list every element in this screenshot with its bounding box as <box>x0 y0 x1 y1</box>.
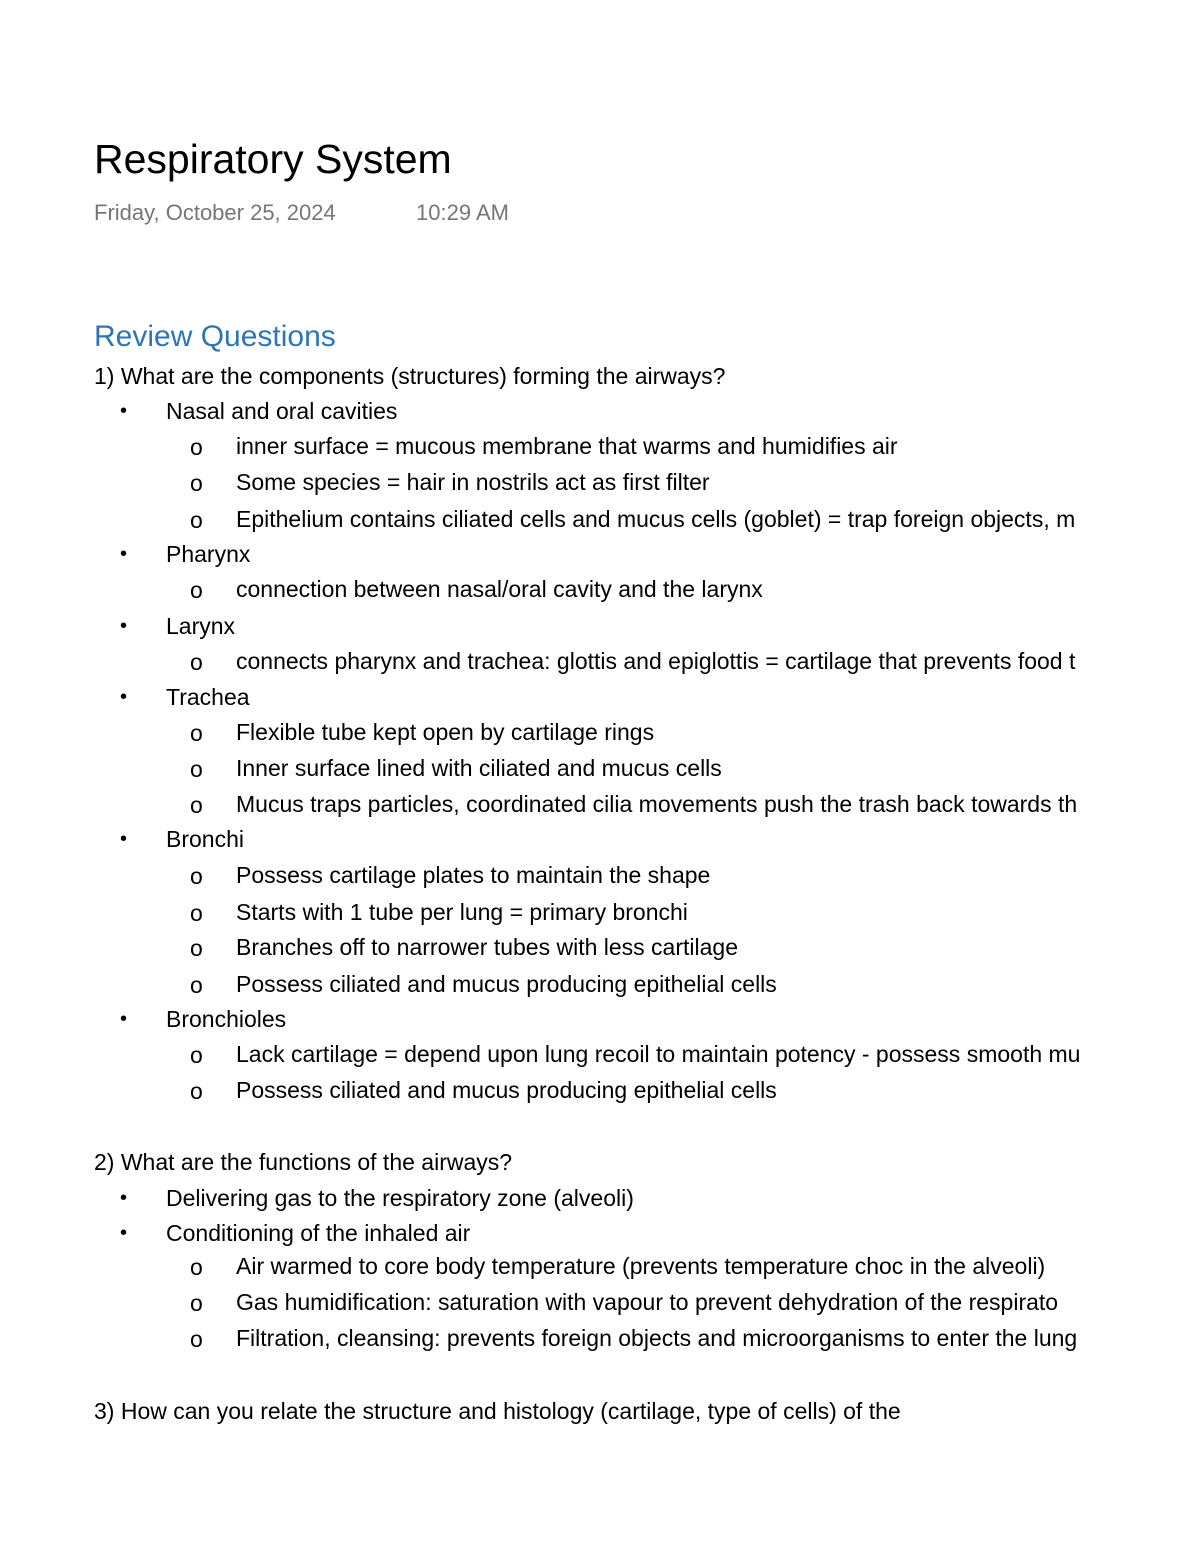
bullet-marker: • <box>120 1187 128 1209</box>
page-bottom-margin <box>0 1438 1200 1553</box>
question-2: 2) What are the functions of the airways? <box>94 1149 513 1175</box>
question-1: 1) What are the components (structures) forming the airways? <box>94 363 726 389</box>
sub-list-item: Flexible tube kept open by cartilage rings <box>236 719 655 745</box>
sub-bullet-marker: o <box>190 1078 203 1104</box>
sub-bullet-marker: o <box>190 1042 203 1068</box>
bullet-marker: • <box>120 543 128 565</box>
list-item: Bronchi <box>166 826 244 852</box>
bullet-marker: • <box>120 828 128 850</box>
sub-bullet-marker: o <box>190 1290 203 1316</box>
bullet-marker: • <box>120 1222 128 1244</box>
sub-list-item: Starts with 1 tube per lung = primary bronchi <box>236 899 688 925</box>
list-item: Larynx <box>166 613 236 639</box>
list-item: Pharynx <box>166 541 251 567</box>
sub-bullet-marker: o <box>190 863 203 889</box>
list-item: Trachea <box>166 684 250 710</box>
sub-bullet-marker: o <box>190 577 203 603</box>
sub-list-item: Filtration, cleansing: prevents foreign objects and microorganisms to enter the lung <box>236 1325 1078 1351</box>
sub-list-item: Inner surface lined with ciliated and mucus cells <box>236 755 722 781</box>
sub-list-item: Lack cartilage = depend upon lung recoil to maintain potency - possess smooth mu <box>236 1041 1081 1067</box>
sub-list-item: connects pharynx and trachea: glottis and epiglottis = cartilage that prevents food t <box>236 648 1076 674</box>
bullet-marker: • <box>120 1008 128 1030</box>
sub-list-item: Possess ciliated and mucus producing epithelial cells <box>236 1077 777 1103</box>
question-3: 3) How can you relate the structure and histology (cartilage, type of cells) of the <box>94 1398 901 1424</box>
note-date: Friday, October 25, 2024 <box>94 200 336 225</box>
sub-bullet-marker: o <box>190 649 203 675</box>
list-item: Bronchioles <box>166 1006 287 1032</box>
sub-bullet-marker: o <box>190 792 203 818</box>
sub-bullet-marker: o <box>190 507 203 533</box>
sub-bullet-marker: o <box>190 900 203 926</box>
section-heading: Review Questions <box>94 320 336 353</box>
note-time: 10:29 AM <box>416 200 509 225</box>
list-item: Nasal and oral cavities <box>166 398 398 424</box>
sub-list-item: Branches off to narrower tubes with less cartilage <box>236 934 738 960</box>
sub-list-item: connection between nasal/oral cavity and the larynx <box>236 576 763 602</box>
bullet-marker: • <box>120 615 128 637</box>
sub-list-item: Epithelium contains ciliated cells and mucus cells (goblet) = trap foreign objects, m <box>236 506 1076 532</box>
list-item: Delivering gas to the respiratory zone (alveoli) <box>166 1185 634 1211</box>
sub-list-item: Gas humidification: saturation with vapour to prevent dehydration of the respirato <box>236 1289 1059 1315</box>
sub-list-item: Air warmed to core body temperature (prevents temperature choc in the alveoli) <box>236 1253 1046 1279</box>
page-title: Respiratory System <box>94 136 452 182</box>
sub-list-item: Possess ciliated and mucus producing epithelial cells <box>236 971 777 997</box>
bullet-marker: • <box>120 400 128 422</box>
sub-bullet-marker: o <box>190 720 203 746</box>
sub-list-item: Some species = hair in nostrils act as first filter <box>236 469 710 495</box>
bullet-marker: • <box>120 686 128 708</box>
sub-bullet-marker: o <box>190 1254 203 1280</box>
sub-bullet-marker: o <box>190 972 203 998</box>
sub-bullet-marker: o <box>190 935 203 961</box>
sub-list-item: inner surface = mucous membrane that warms and humidifies air <box>236 433 898 459</box>
list-item: Conditioning of the inhaled air <box>166 1220 471 1246</box>
sub-bullet-marker: o <box>190 470 203 496</box>
sub-bullet-marker: o <box>190 756 203 782</box>
sub-list-item: Mucus traps particles, coordinated cilia movements push the trash back towards th <box>236 791 1078 817</box>
sub-list-item: Possess cartilage plates to maintain the shape <box>236 862 711 888</box>
sub-bullet-marker: o <box>190 1326 203 1352</box>
sub-bullet-marker: o <box>190 434 203 460</box>
